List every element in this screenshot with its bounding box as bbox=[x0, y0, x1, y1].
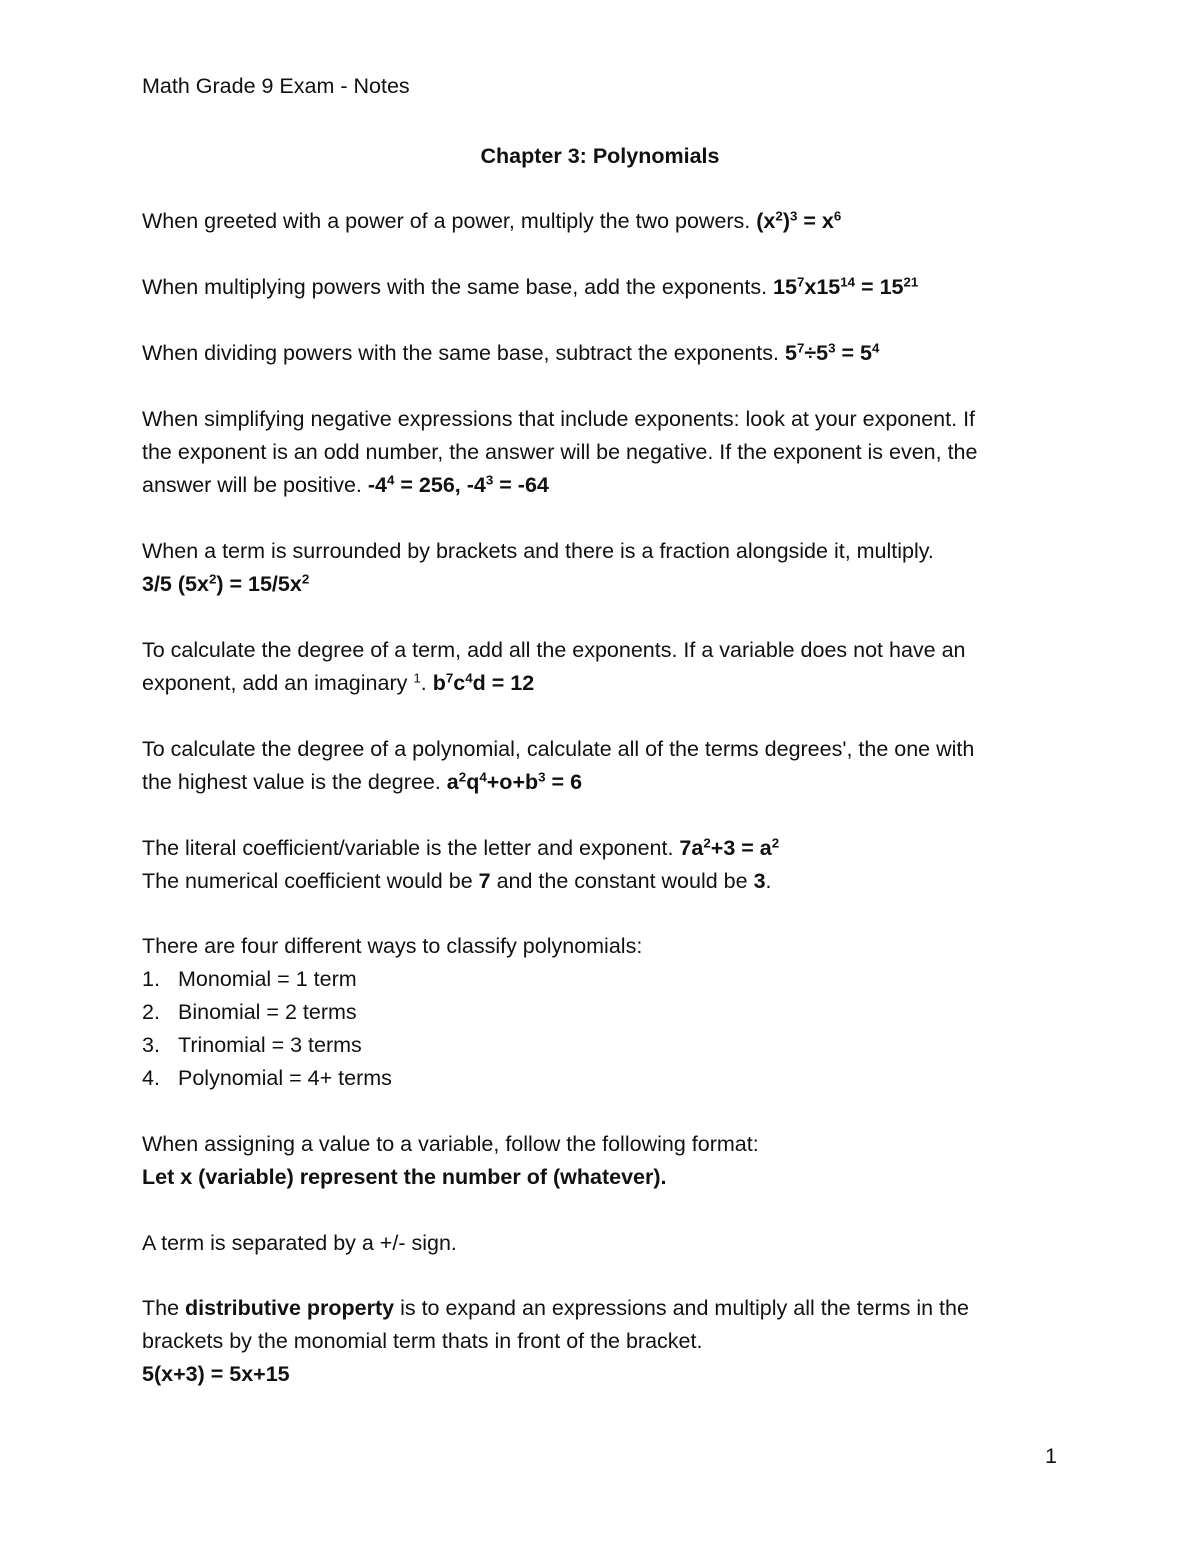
classification-intro: There are four different ways to classify polynomials: bbox=[142, 934, 643, 958]
rule-example: $-4^4 = 256$, $-4^3 = -64$ bbox=[367, 472, 549, 497]
rule-example: $5^7\div 5^3 = 5^4$ bbox=[784, 340, 880, 365]
term-definition: A term is separated by a +/- sign. bbox=[142, 1231, 457, 1255]
rule-poly-degree-line-2: the highest value is the degree. $a^2q^4+o+b^3 = 6$ bbox=[142, 769, 583, 794]
rule-multiplying-powers bbox=[142, 273, 918, 301]
rule-term-degree-line-1: To calculate the degree of a term, add all the exponents. If a variable does not have an bbox=[142, 638, 966, 662]
rule-fraction-text: When a term is surrounded by brackets and there is a fraction alongside it, multiply. bbox=[142, 539, 934, 563]
rule-example: $7a^2+3 = a^2$ bbox=[679, 835, 780, 860]
rule-example: $a^2q^4+o+b^3 = 6$ bbox=[446, 769, 583, 794]
rule-text: When greeted with a power of a power, multiply the two powers. bbox=[142, 209, 757, 233]
rule-text: When multiplying powers with the same base, add the exponents. bbox=[142, 275, 774, 299]
distributive-line-2: brackets by the monomial term thats in front of the bracket. bbox=[142, 1329, 703, 1353]
distributive-property-term: distributive property bbox=[185, 1296, 395, 1320]
rule-text: When dividing powers with the same base, subtract the exponents. bbox=[142, 341, 785, 365]
distributive-example: 5(x+3) = 5x+15 bbox=[142, 1362, 290, 1386]
rule-term-degree-line-2: exponent, add an imaginary $^1$. $b^7c^4d = 12$ bbox=[142, 670, 535, 695]
rule-dividing-powers bbox=[142, 339, 879, 367]
document-header: Math Grade 9 Exam - Notes bbox=[142, 74, 410, 98]
variable-format-statement: Let x (variable) represent the number of (whatever). bbox=[142, 1165, 667, 1189]
rule-numerical-coefficient: The numerical coefficient would be 7 and the constant would be 3. bbox=[142, 869, 772, 893]
rule-example: $b^7c^4d = 12$ bbox=[432, 670, 535, 695]
rule-power-of-power bbox=[142, 207, 841, 235]
page-number: 1 bbox=[1045, 1444, 1057, 1468]
rule-negative-line-2: the exponent is an odd number, the answer will be negative. If the exponent is even, the bbox=[142, 440, 978, 464]
distributive-line-1: The distributive property is to expand an expressions and multiply all the terms in the bbox=[142, 1296, 969, 1320]
rule-negative-line-1: When simplifying negative expressions that include exponents: look at your exponent. If bbox=[142, 407, 976, 431]
rule-negative-line-3: answer will be positive. $-4^4 = 256$, $-4^3 = -64$ bbox=[142, 472, 549, 497]
variable-format-intro: When assigning a value to a variable, follow the following format: bbox=[142, 1132, 759, 1156]
rule-fraction-example: 3/5 $(5x^2) = 15/5x^2$ bbox=[142, 571, 310, 596]
chapter-title: Chapter 3: Polynomials bbox=[480, 144, 720, 168]
rule-example: $15^7x15^{14} = 15^{21}$ bbox=[773, 274, 919, 299]
rule-example: $(x^2)^3 = x^6$ bbox=[756, 208, 842, 233]
rule-poly-degree-line-1: To calculate the degree of a polynomial, calculate all of the terms degrees', the one with bbox=[142, 737, 975, 761]
document-page: Math Grade 9 Exam - Notes Chapter 3: Polynomials When greeted with a power of a power, multiply the two powers. $(x^2)^3 = x^6$ When multiplying powers with the same base, add the exponents. $15^7x15^{14} = 15^{21}$ When dividing powers with the same base, subtract the exponents. $5^7\div 5^3 = 5^4$ When simplifying negative expressions that include exponents: look at your exponent. If the exponent is an odd number, the answer will be negative. If the exponent is even, the answer will be positive. $-4^4 = 256$, $-4^3 = -64$ When a term is surrounded by brackets and there is a fraction alongside it, multiply. 3/5 $(5x^2) = 15/5x^2$ To calculate the degree of a term, add all the exponents. If a variable does not have an exponent, add an imaginary $^1$. $b^7c^4d = 12$ To calculate the degree of a polynomial, calculate all of the terms degrees', the one with the highest value is the degree. $a^2q^4+o+b^3 = 6$ The literal coefficient/variable is the letter and exponent. $7a^2+3 = a^2$ The numerical coefficient would be 7 and the constant would be 3. There are four different ways to classify polynomials: 1. Monomial = 1 term 2. Binomial = 2 terms 3. Trinomial = 3 terms 4. Polynomial = 4+ terms When assigning a value to a variable, follow the following format: Let x (variable) represent the number of (whatever). A term is separated by a +/- sign. The distributive property is to expand an expressions and multiply all the terms in the brackets by the monomial term thats in front of the bracket. 5(x+3) = 5x+15 1 bbox=[0, 0, 1200, 1553]
rule-literal-coefficient: The literal coefficient/variable is the letter and exponent. $7a^2+3 = a^2$ bbox=[142, 835, 780, 860]
